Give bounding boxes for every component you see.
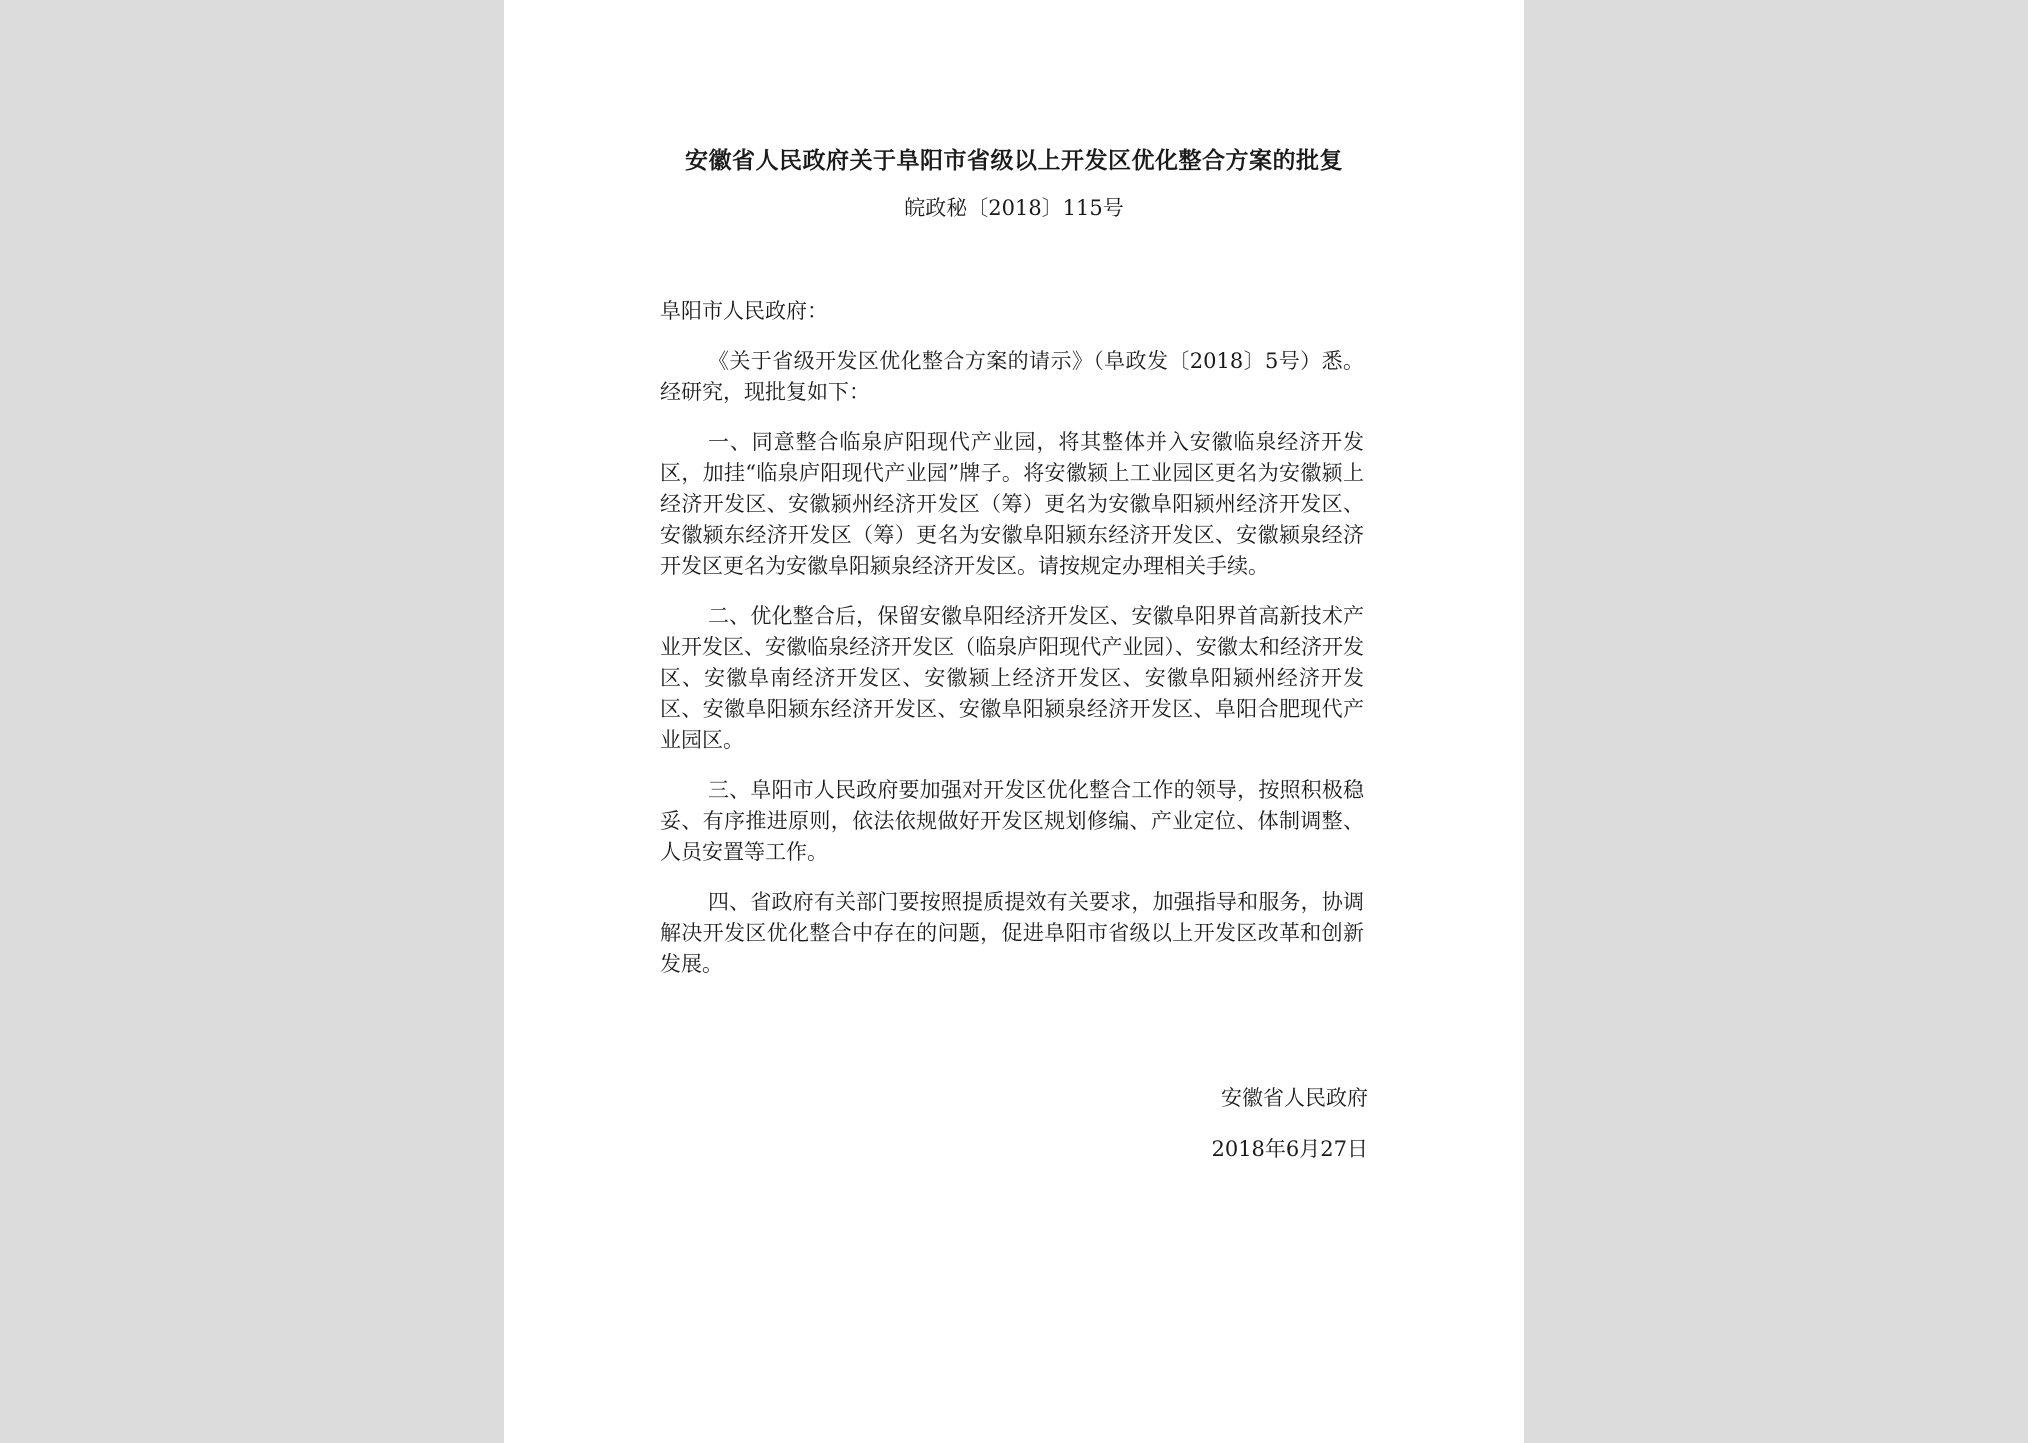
paragraph-item-1: 一、同意整合临泉庐阳现代产业园，将其整体并入安徽临泉经济开发区，加挂“临泉庐阳现代产业园”牌子。将安徽颍上工业园区更名为安徽颍上经济开发区、安徽颍州经济开发区（筹）更名为安徽阜阳颍州经济开发区、安徽颍东经济开发区（筹）更名为安徽阜阳颍东经济开发区、安徽颍泉经济开发区更名为安徽阜阳颍泉经济开发区。请按规定办理相关手续。 [660,430,1364,578]
issue-date: 2018年6月27日 [1211,1137,1368,1161]
paragraph-item-3: 三、阜阳市人民政府要加强对开发区优化整合工作的领导，按照积极稳妥、有序推进原则，依法依规做好开发区规划修编、产业定位、体制调整、人员安置等工作。 [660,778,1364,864]
paragraph-intro: 《关于省级开发区优化整合方案的请示》（阜政发〔2018〕5号）悉。经研究，现批复如下： [660,349,1364,404]
salutation: 阜阳市人民政府： [660,299,828,323]
document-title: 安徽省人民政府关于阜阳市省级以上开发区优化整合方案的批复 [685,147,1343,174]
document-page [504,0,1524,1443]
paragraph-item-2: 二、优化整合后，保留安徽阜阳经济开发区、安徽阜阳界首高新技术产业开发区、安徽临泉经济开发区（临泉庐阳现代产业园）、安徽太和经济开发区、安徽阜南经济开发区、安徽颍上经济开发区、安徽阜阳颍州经济开发区、安徽阜阳颍东经济开发区、安徽阜阳颍泉经济开发区、阜阳合肥现代产业园区。 [660,604,1364,752]
document-body [660,296,1364,999]
paragraph-item-4: 四、省政府有关部门要按照提质提效有关要求，加强指导和服务，协调解决开发区优化整合中存在的问题，促进阜阳市省级以上开发区改革和创新发展。 [660,890,1364,976]
document-number: 皖政秘〔2018〕115号 [904,196,1124,220]
issuer-signature: 安徽省人民政府 [1221,1086,1368,1110]
